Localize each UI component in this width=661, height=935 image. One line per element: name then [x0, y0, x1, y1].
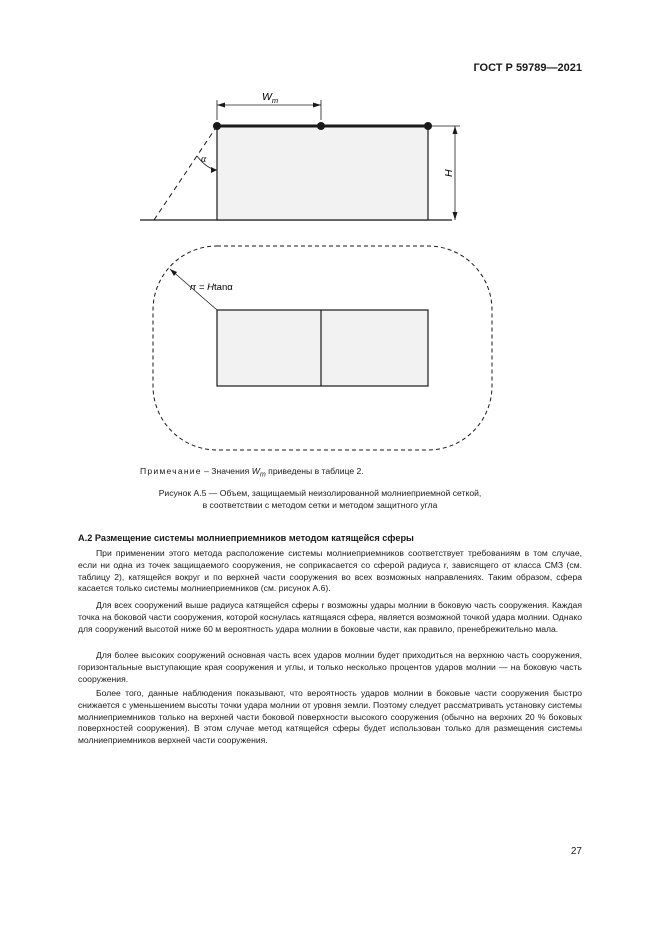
plan-view: [153, 246, 492, 450]
figure-a5-diagram: [0, 0, 661, 460]
wm-arrow-left: [217, 103, 225, 108]
alpha-arc-arrow: [211, 167, 217, 173]
paragraph: Для более высоких сооружений основная часть всех ударов молнии будет приходиться на верхнюю часть сооружения, горизонтальные выступающие края сооружения и углы, и только несколько процентов ударов молнии — на боковую часть сооружения.: [78, 650, 582, 684]
caption-line-2: в соответствии с методом сетки и методом защитного угла: [202, 499, 438, 510]
note-text-after: приведены в таблице 2.: [265, 466, 364, 476]
wm-label: $W_m$: [262, 91, 279, 105]
paragraph: Для всех сооружений выше радиуса катящейся сферы r возможны удары молнии в боковую часть сооружения. Каждая точка на боковой части сооружения, которой коснулась катящаяся сфера, является возможной точкой удара молнии. Однако для сооружений высотой ниже 60 м вероятность удара молнии в боковые части, как правило, пренебрежительно мала.: [78, 600, 582, 634]
h-arrow-bottom: [453, 212, 458, 220]
h-label: H: [443, 169, 455, 177]
note-text-before: – Значения: [201, 466, 252, 476]
caption-line-1: Рисунок А.5 — Объем, защищаемый неизолированной молниеприемной сеткой,: [158, 488, 482, 498]
note-label: Примечание: [140, 466, 202, 476]
page-number: 27: [570, 846, 582, 857]
alpha-arc: [197, 156, 217, 170]
note-w: W: [251, 466, 260, 476]
building-plan: [217, 310, 428, 386]
paragraph: При применении этого метода расположение системы молниеприемников соответствует требованиям в том случае, если ни одна из точек защищаемого сооружения, не соприкасается со сферой радиуса r, зависящего от класса СМЗ (см. таблицу 2), катящейся вокруг и по верхней части сооружения во всех возможных направлениях. Таким образом, сфера касается только системы молниеприемников (см. рисунок А.6).: [78, 548, 582, 594]
section-title: А.2 Размещение системы молниеприемников методом катящейся сферы: [78, 533, 414, 543]
h-arrow-top: [453, 126, 458, 134]
elevation-view: [140, 91, 460, 220]
document-standard-number: ГОСТ Р 59789—2021: [473, 62, 582, 74]
building-elevation: [217, 126, 428, 220]
wm-arrow-right: [313, 103, 321, 108]
paragraph: Более того, данные наблюдения показывают, что вероятность ударов молнии в боковые части сооружения быстро снижается с уменьшением высоты точки удара молнии от уровня земли. Поэтому следует рассматривать установку системы молниеприемников только на верхней части боковой поверхности высокого сооружения (обычно на верхних 20 % боковых поверхностей сооружения). В этом случае метод катящейся сферы будет использован только для размещения системы молниеприемников верхней части сооружения.: [78, 688, 582, 746]
mesh-node: [317, 122, 325, 130]
alpha-label: α: [201, 154, 207, 165]
protection-angle-line: [154, 126, 217, 220]
radius-arrow: [170, 269, 177, 276]
radius-label: rr = Htanα: [190, 282, 233, 293]
figure-note: [140, 466, 364, 479]
figure-caption: [110, 488, 530, 511]
note-w-sub: m: [259, 470, 266, 479]
